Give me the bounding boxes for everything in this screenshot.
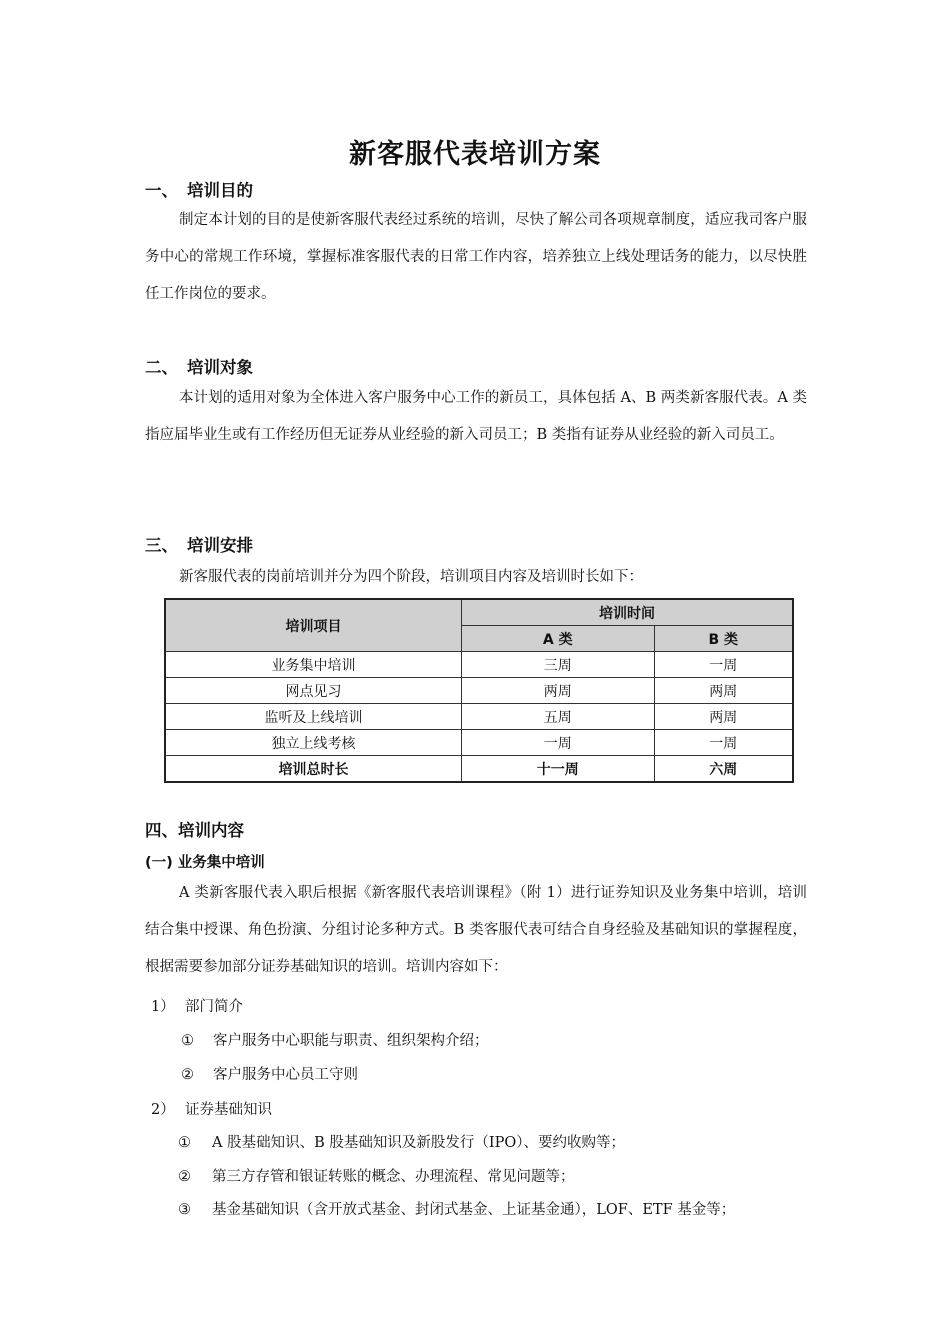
table-row bbox=[165, 704, 793, 730]
list-sub-text: A 股基础知识、B 股基础知识及新股发行（IPO）、要约收购等； bbox=[212, 1135, 625, 1151]
section-1-heading bbox=[145, 177, 253, 201]
table-header-b: B 类 bbox=[654, 626, 793, 652]
row-b: 一周 bbox=[654, 652, 793, 678]
total-a: 十一周 bbox=[462, 756, 655, 783]
list-sub-marker: ③ bbox=[178, 1202, 191, 1218]
list-item bbox=[151, 1098, 272, 1119]
total-item: 培训总时长 bbox=[165, 756, 462, 783]
row-b: 两周 bbox=[654, 678, 793, 704]
list-sub-marker: ① bbox=[178, 1135, 191, 1151]
list-sub-text: 第三方存管和银证转账的概念、办理流程、常见问题等； bbox=[212, 1169, 575, 1185]
section-1-number: 一、 bbox=[145, 181, 178, 200]
section-2-body: 本计划的适用对象为全体进入客户服务中心工作的新员工，具体包括 A、B 两类新客服代表。A 类指应届毕业生或有工作经历但无证券从业经验的新入司员工；B 类指有证券从业经验的新入司员工。 bbox=[145, 390, 807, 443]
section-2-heading bbox=[145, 354, 253, 378]
table-row bbox=[165, 678, 793, 704]
list-marker: 2） bbox=[151, 1102, 175, 1118]
list-sub-text: 基金基础知识（含开放式基金、封闭式基金、上证基金通），LOF、ETF 基金等； bbox=[212, 1202, 736, 1218]
training-schedule-table bbox=[164, 598, 794, 783]
table-total-row bbox=[165, 756, 793, 783]
list-subitem bbox=[178, 1165, 575, 1186]
section-3-heading bbox=[145, 532, 253, 556]
total-b: 六周 bbox=[654, 756, 793, 783]
list-subitem bbox=[178, 1198, 735, 1219]
section-4-heading: 四、培训内容 bbox=[145, 821, 244, 840]
table-header-a: A 类 bbox=[462, 626, 655, 652]
subsection-1-heading: (一) 业务集中培训 bbox=[145, 855, 265, 871]
row-a: 一周 bbox=[462, 730, 655, 756]
row-item: 网点见习 bbox=[165, 678, 462, 704]
section-3-title: 培训安排 bbox=[187, 536, 253, 555]
row-item: 业务集中培训 bbox=[165, 652, 462, 678]
section-4-body: A 类新客服代表入职后根据《新客服代表培训课程》（附 1）进行证券知识及业务集中培训，培训结合集中授课、角色扮演、分组讨论多种方式。B 类客服代表可结合自身经验及基础知识的掌握程度，根据需要参加部分证券基础知识的培训。培训内容如下： bbox=[145, 885, 807, 975]
table-row bbox=[165, 730, 793, 756]
section-2-number: 二、 bbox=[145, 358, 178, 377]
list-label: 证券基础知识 bbox=[185, 1102, 272, 1118]
row-item: 监听及上线培训 bbox=[165, 704, 462, 730]
row-a: 三周 bbox=[462, 652, 655, 678]
list-label: 部门简介 bbox=[185, 999, 243, 1015]
section-1-title: 培训目的 bbox=[187, 181, 253, 200]
list-subitem bbox=[181, 1029, 489, 1050]
section-3-number: 三、 bbox=[145, 536, 178, 555]
section-3-intro: 新客服代表的岗前培训并分为四个阶段，培训项目内容及培训时长如下： bbox=[179, 569, 643, 585]
row-b: 两周 bbox=[654, 704, 793, 730]
row-b: 一周 bbox=[654, 730, 793, 756]
list-sub-text: 客户服务中心职能与职责、组织架构介绍； bbox=[213, 1033, 489, 1049]
row-a: 两周 bbox=[462, 678, 655, 704]
list-subitem bbox=[178, 1131, 625, 1152]
list-marker: 1） bbox=[151, 999, 175, 1015]
list-subitem bbox=[181, 1063, 358, 1084]
row-a: 五周 bbox=[462, 704, 655, 730]
list-sub-text: 客户服务中心员工守则 bbox=[213, 1067, 358, 1083]
list-sub-marker: ② bbox=[178, 1169, 191, 1185]
list-sub-marker: ② bbox=[181, 1067, 194, 1083]
table-row bbox=[165, 652, 793, 678]
list-sub-marker: ① bbox=[181, 1033, 194, 1049]
section-2-title: 培训对象 bbox=[187, 358, 253, 377]
row-item: 独立上线考核 bbox=[165, 730, 462, 756]
table-header-item: 培训项目 bbox=[165, 599, 462, 652]
document-title: 新客服代表培训方案 bbox=[349, 139, 601, 170]
section-1-body: 制定本计划的目的是使新客服代表经过系统的培训，尽快了解公司各项规章制度，适应我司客户服务中心的常规工作环境，掌握标准客服代表的日常工作内容，培养独立上线处理话务的能力，以尽快胜任工作岗位的要求。 bbox=[145, 212, 807, 302]
list-item bbox=[151, 995, 243, 1016]
table-header-time: 培训时间 bbox=[462, 599, 794, 626]
